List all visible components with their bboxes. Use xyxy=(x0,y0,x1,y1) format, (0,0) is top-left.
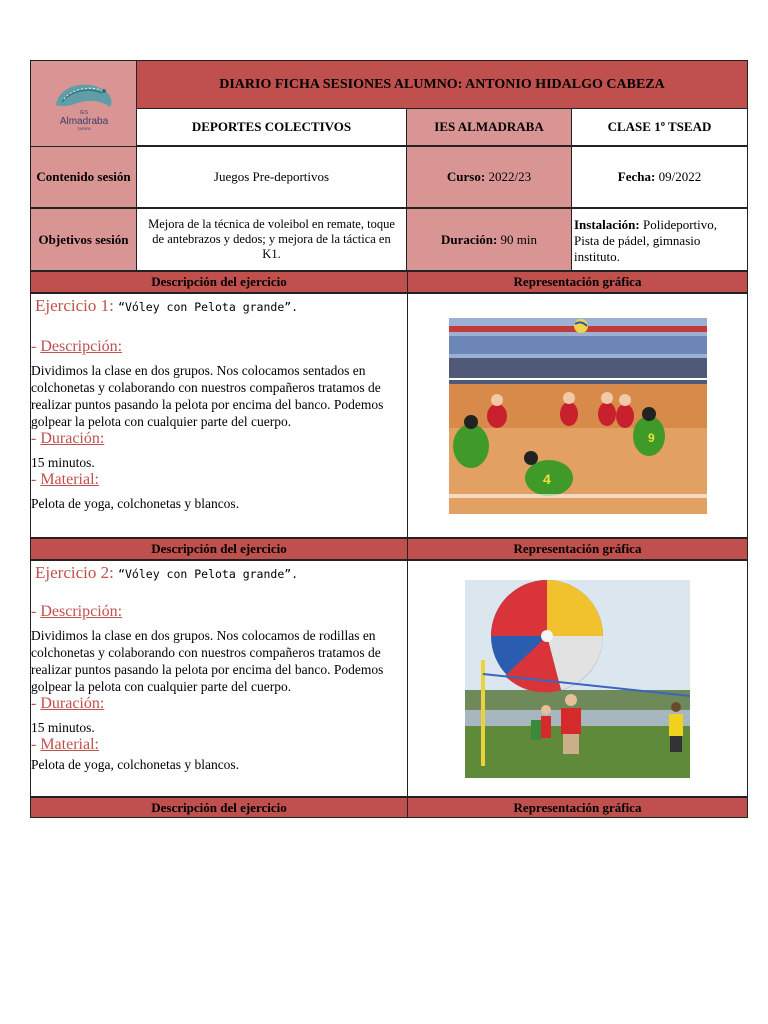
sitting-volleyball-photo xyxy=(449,318,707,514)
jersey-4-text: 4 xyxy=(542,470,551,487)
exercise-2-name: “Vóley con Pelota grande”. xyxy=(118,567,299,581)
school-logo xyxy=(30,60,137,147)
exercise-1-duration-label: Duración: xyxy=(40,430,105,447)
exercise-1-duration: 15 minutos. xyxy=(31,455,95,470)
exercise-2-graphic xyxy=(407,560,748,797)
exercise-1-duration-heading xyxy=(31,430,104,448)
class-cell: CLASE 1º TSEAD xyxy=(571,108,748,146)
giant-ball-volleyball-photo xyxy=(465,580,690,778)
description-header: Descripción del ejercicio xyxy=(30,538,408,560)
exercise-1-desc-label: Descripción: xyxy=(40,338,123,355)
logo-sub-text: TARIFA xyxy=(76,125,91,131)
session-sheet xyxy=(30,60,748,818)
dash: - xyxy=(31,338,37,355)
logo-name-text: Almadraba xyxy=(59,115,108,127)
objectives-value: Mejora de la técnica de voleibol en remate, toque de antebrazos y dedos; y mejora de la táctica en K1. xyxy=(136,208,407,271)
exercise-1-graphic xyxy=(407,293,748,538)
exercise-1-desc: Dividimos la clase en dos grupos. Nos colocamos sentados en colchonetas y colaborando con nuestros compañeros tratamos de realizar puntos pasando la pelota por encima del banco. Podemos golpear la pelota con cualquier parte del cuerpo. xyxy=(31,363,384,429)
date-value: 09/2022 xyxy=(658,169,702,184)
logo-ies-text: IES xyxy=(79,109,88,116)
exercise-2-duration: 15 minutos. xyxy=(31,720,95,735)
date-label: Fecha: xyxy=(617,169,656,184)
exercise-2-material-label: Material: xyxy=(40,736,99,753)
exercise-2-title: Ejercicio 2: xyxy=(35,563,114,582)
exercise-1-title-line xyxy=(35,296,298,316)
sheet-title: DIARIO FICHA SESIONES ALUMNO: ANTONIO HIDALGO CABEZA xyxy=(136,60,748,109)
duration-cell xyxy=(406,208,572,271)
exercise-2-desc: Dividimos la clase en dos grupos. Nos colocamos de rodillas en colchonetas y colaborando con nuestros compañeros tratamos de realizar puntos pasando la pelota por encima del banco. Podemos golpear la pelota con cualquier parte del cuerpo. xyxy=(31,628,384,694)
exercise-2-duration-label: Duración: xyxy=(40,695,105,712)
duration-label: Duración: xyxy=(440,231,498,247)
subject-cell: DEPORTES COLECTIVOS xyxy=(136,108,407,146)
description-header: Descripción del ejercicio xyxy=(30,797,408,818)
course-label: Curso: xyxy=(446,169,486,184)
course-cell xyxy=(406,146,572,208)
dash: - xyxy=(31,695,37,712)
graphic-header: Representación gráfica xyxy=(407,797,748,818)
dash: - xyxy=(31,736,37,753)
duration-value: 90 min xyxy=(500,231,538,247)
content-label: Contenido sesión xyxy=(30,146,137,208)
course-value: 2022/23 xyxy=(488,169,532,184)
exercise-1-name: “Vóley con Pelota grande”. xyxy=(118,300,299,314)
graphic-header: Representación gráfica xyxy=(407,271,748,293)
almadraba-logo-icon xyxy=(44,75,124,133)
installation-value: Polideportivo, Pista de pádel, gimnasio instituto. xyxy=(574,217,718,264)
exercise-1-desc-heading xyxy=(31,338,122,356)
exercise-1-material: Pelota de yoga, colchonetas y blancos. xyxy=(31,496,240,511)
jersey-9-text: 9 xyxy=(647,430,655,445)
dash: - xyxy=(31,430,37,447)
exercise-2-desc-label: Descripción: xyxy=(40,603,123,620)
dash: - xyxy=(31,471,37,488)
exercise-1-title: Ejercicio 1: xyxy=(35,296,114,315)
description-header: Descripción del ejercicio xyxy=(30,271,408,293)
date-cell xyxy=(571,146,748,208)
installation-cell xyxy=(571,208,748,271)
exercise-1-material-heading xyxy=(31,471,99,489)
exercise-2-material-heading xyxy=(31,736,99,754)
exercise-1-material-label: Material: xyxy=(40,471,99,488)
exercise-1 xyxy=(30,293,408,538)
dash: - xyxy=(31,603,37,620)
objectives-label: Objetivos sesión xyxy=(30,208,137,271)
exercise-2 xyxy=(30,560,408,797)
school-cell: IES ALMADRABA xyxy=(406,108,572,146)
content-value: Juegos Pre-deportivos xyxy=(136,146,407,208)
exercise-2-desc-heading xyxy=(31,603,122,621)
exercise-2-duration-heading xyxy=(31,695,104,713)
graphic-header: Representación gráfica xyxy=(407,538,748,560)
exercise-2-title-line xyxy=(35,563,298,583)
exercise-2-material: Pelota de yoga, colchonetas y blancos. xyxy=(31,757,240,772)
installation-label: Instalación: xyxy=(574,217,640,232)
